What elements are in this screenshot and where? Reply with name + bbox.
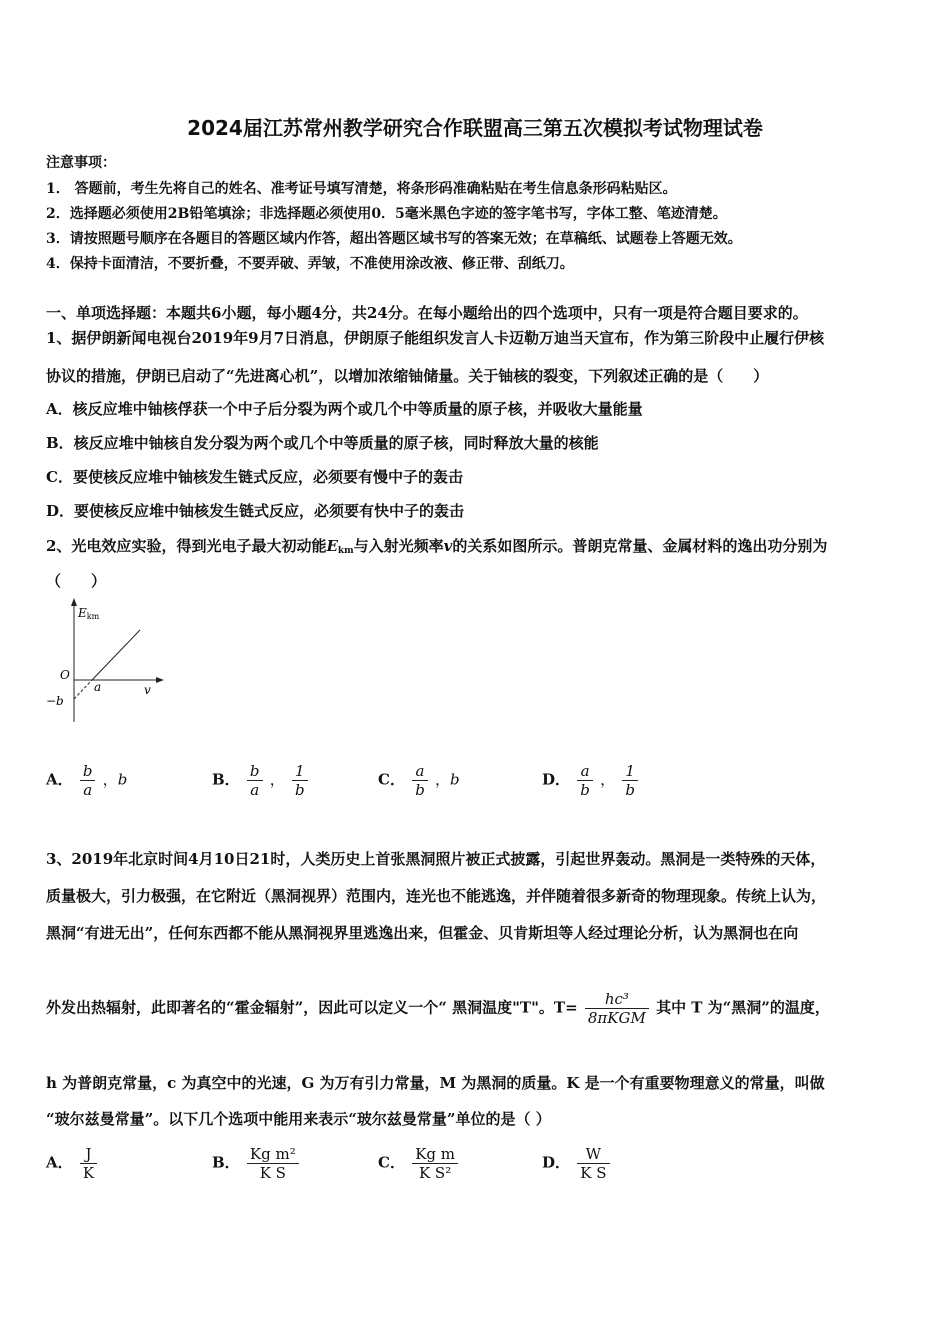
page-title: 2024届江苏常州教学研究合作联盟高三第五次模拟考试物理试卷 xyxy=(187,116,763,140)
section-heading: 一、单项选择题：本题共6小题，每小题4分，共24分。在每小题给出的四个选项中，只有一项是符合题目要求的。 xyxy=(46,304,808,322)
x-axis-label: v xyxy=(144,683,151,697)
q1-stem-line2: 协议的措施，伊朗已启动了“先进离心机”，以增加浓缩铀储量。关于铀核的裂变，下列叙述正确的是（ ） xyxy=(46,367,769,385)
y-axis-label: Ekm xyxy=(78,606,100,621)
x-intercept-label: a xyxy=(94,680,102,694)
q3-option-a: A． $\frac{J}{K}$ xyxy=(46,1145,99,1182)
y-axis-arrow xyxy=(71,598,77,606)
q3-stem-line2: 质量极大，引力极强，在它附近（黑洞视界）范围内，连光也不能逃逸，并伴随着很多新奇的物理现象。传统上认为， xyxy=(46,887,827,905)
origin-label: O xyxy=(60,668,70,682)
q3-stem-line5: h 为普朗克常量，c 为真空中的光速，G 为万有引力常量，M 为黑洞的质量。K 是一个有重要物理意义的常量，叫做 xyxy=(46,1074,825,1092)
q3-stem-line3: 黑洞“有进无出”，任何东西都不能从黑洞视界里逃逸出来，但霍金、贝肯斯坦等人经过理论分析，认为黑洞也在向 xyxy=(46,924,799,942)
q1-option-c: C．要使核反应堆中铀核发生链式反应，必须要有慢中子的轰击 xyxy=(46,468,463,486)
q2-option-b: B． $\frac{b}{a}$ ， $\frac{1}{b}$ xyxy=(212,762,310,799)
q3-option-b: B． $\frac{\text{Kg m²}}{\text{K S}}$ xyxy=(212,1145,301,1182)
q2-graph xyxy=(40,598,170,728)
notice-item: 3．请按照题号顺序在各题目的答题区域内作答，超出答题区域书写的答案无效；在草稿纸、试题卷上答题无效。 xyxy=(46,231,742,247)
notice-item: 2．选择题必须使用2B铅笔填涂；非选择题必须使用0．5毫米黑色字迹的签字笔书写，字体工整、笔迹清楚。 xyxy=(46,206,727,222)
q1-stem-line1: 1、据伊朗新闻电视台2019年9月7日消息，伊朗原子能组织发言人卡迈勒万迪当天宣布，作为第三阶段中止履行伊核 xyxy=(46,329,825,347)
notice-item: 4．保持卡面清洁，不要折叠，不要弄破、弄皱，不准使用涂改液、修正带、刮纸刀。 xyxy=(46,256,574,272)
x-axis-arrow xyxy=(156,677,164,683)
q3-option-c: C． $\frac{\text{Kg m}}{\text{K S²}}$ xyxy=(378,1145,460,1182)
q1-option-d: D．要使核反应堆中铀核发生链式反应，必须要有快中子的轰击 xyxy=(46,502,465,520)
q3-stem-line1: 3、2019年北京时间4月10日21时，人类历史上首张黑洞照片被正式披露，引起世界轰动。黑洞是一类特殊的天体， xyxy=(46,850,826,868)
y-intercept-label: −b xyxy=(46,694,64,708)
notice-item: 1． 答题前，考生先将自己的姓名、准考证号填写清楚，将条形码准确粘贴在考生信息条形码粘贴区。 xyxy=(46,181,677,197)
ek-line xyxy=(92,630,140,680)
q2-option-d: D． $\frac{a}{b}$ ， $\frac{1}{b}$ xyxy=(542,762,640,799)
q1-option-a: A．核反应堆中铀核俘获一个中子后分裂为两个或几个中等质量的原子核，并吸收大量能量 xyxy=(46,400,643,418)
q2-option-c: C． $\frac{a}{b}$ ，b xyxy=(378,762,460,799)
q2-option-a: A． $\frac{b}{a}$ ，b xyxy=(46,762,128,799)
q3-stem-line4: 外发出热辐射，此即著名的“霍金辐射”，因此可以定义一个“ 黑洞温度"T"。T= $\frac{\text{hc³}}{\text{8πKGM}}$ 其中 T 为“黑洞”的温度， xyxy=(46,990,830,1027)
q1-option-b: B．核反应堆中铀核自发分裂为两个或几个中等质量的原子核，同时释放大量的核能 xyxy=(46,434,599,452)
q3-option-d: D． $\frac{W}{\text{K S}}$ xyxy=(542,1145,612,1182)
q2-answer-paren: （ ） xyxy=(46,572,107,590)
notice-heading: 注意事项： xyxy=(46,155,116,171)
q2-stem: 2、光电效应实验，得到光电子最大初动能$E_{km}$与入射光频率v的关系如图所示。普朗克常量、金属材料的逸出功分别为 xyxy=(46,537,828,556)
q3-stem-line6: “玻尔兹曼常量”。以下几个选项中能用来表示“玻尔兹曼常量”单位的是（ ） xyxy=(46,1110,551,1128)
ek-line-extension xyxy=(74,680,92,699)
